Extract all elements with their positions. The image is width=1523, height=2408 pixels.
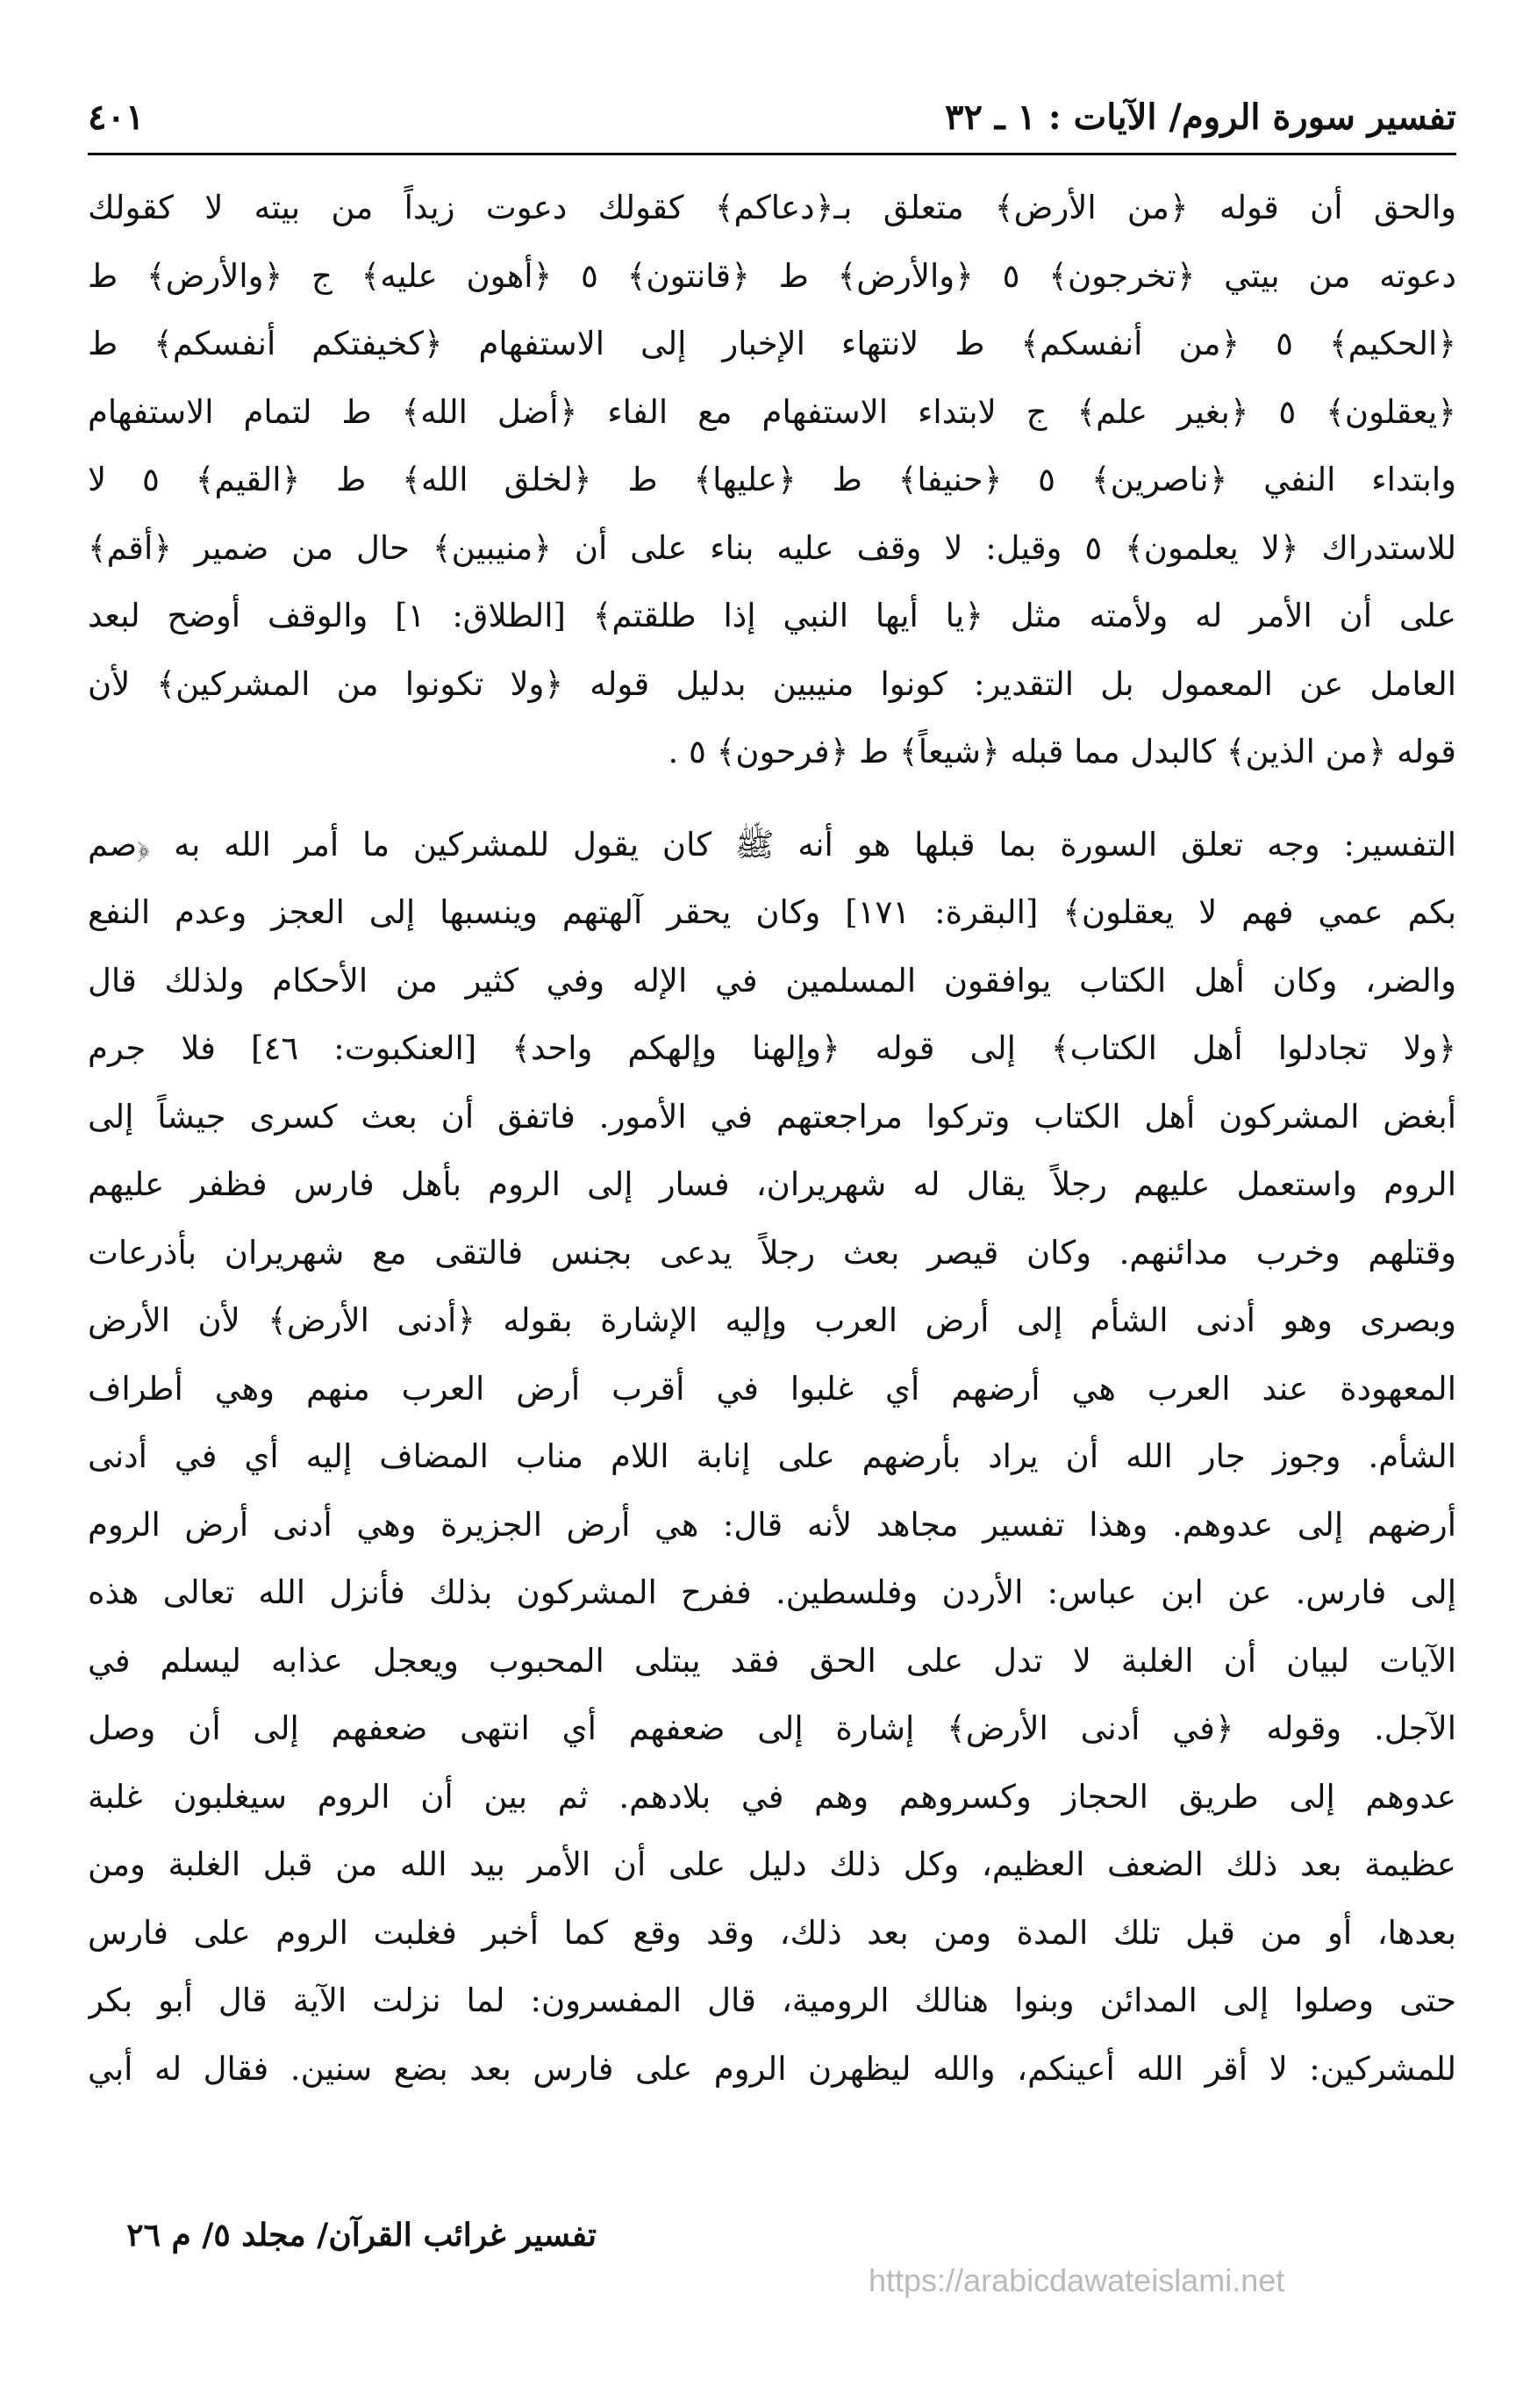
text-line: دعوته من بيتي ﴿تخرجون﴾ ٥ ﴿والأرض﴾ ط ﴿قانتون﴾ ٥ ﴿أهون عليه﴾ ج ﴿والأرض﴾ ط (88, 256, 1456, 295)
text-line: بعدها، أو من قبل تلك المدة ومن بعد ذلك، وقد وقع كما أخبر فغلبت الروم على فارس (88, 1913, 1456, 1952)
volume-signature: تفسير غرائب القرآن/ مجلد ٥/ م ٢٦ (126, 2217, 597, 2254)
text-line: حتى وصلوا إلى المدائن وبنوا هنالك الرومية، قال المفسرون: لما نزلت الآية قال أبو بكر (88, 1982, 1456, 2019)
text-line: الآيات لبيان أن الغلبة لا تدل على الحق فقد يبتلى المحبوب ويعجل عذابه ليسلم في (88, 1641, 1456, 1680)
text-line: وابتداء النفي ﴿ناصرين﴾ ٥ ﴿حنيفا﴾ ط ﴿عليها﴾ ط ﴿لخلق الله﴾ ط ﴿القيم﴾ ٥ لا (88, 461, 1456, 498)
running-header (88, 95, 1456, 149)
text-line: العامل عن المعمول بل التقدير: كونوا منيبين بدليل قوله ﴿ولا تكونوا من المشركين﴾ لأن (88, 664, 1456, 703)
paragraph-gap (88, 786, 1456, 811)
watermark: https://arabicdawateislami.net (869, 2262, 1285, 2298)
text-line: المعهودة عند العرب هي أرضهم أي غلبوا في أقرب أرض العرب منهم وهي أطراف (88, 1369, 1456, 1408)
running-title: تفسير سورة الروم/ الآيات : ١ ـ ٣٢ (944, 97, 1456, 138)
text-line: عظيمة بعد ذلك الضعف العظيم، وكل ذلك دليل على أن الأمر بيد الله من قبل الغلبة ومن (88, 1845, 1456, 1883)
text-line: ﴿ولا تجادلوا أهل الكتاب﴾ إلى قوله ﴿وإلهنا وإلهكم واحد﴾ [العنكبوت: ٤٦] فلا جرم (88, 1029, 1456, 1067)
text-line: للاستدراك ﴿لا يعلمون﴾ ٥ وقيل: لا وقف عليه بناء على أن ﴿منيبين﴾ حال من ضمير ﴿أقم﴾ (88, 528, 1456, 567)
text-line: للمشركين: لا أقر الله أعينكم، والله ليظهرن الروم على فارس بعد بضع سنين. فقال له أبي (88, 2049, 1456, 2088)
page-number: ٤٠١ (88, 97, 145, 138)
text-line: الروم واستعمل عليهم رجلاً يقال له شهريران، فسار إلى الروم بأهل فارس فظفر عليهم (88, 1165, 1456, 1203)
text-line: أبغض المشركون أهل الكتاب وتركوا مراجعتهم في الأمور. فاتفق أن بعث كسرى جيشاً إلى (88, 1097, 1456, 1136)
text-line: قوله ﴿من الذين﴾ كالبدل مما قبله ﴿شيعاً﴾ ط ﴿فرحون﴾ ٥ . (668, 733, 1456, 770)
text-line: على أن الأمر له ولأمته مثل ﴿يا أيها النبي إذا طلقتم﴾ [الطلاق: ١] والوقف أوضح لبعد (88, 597, 1456, 634)
text-line: الآجل. وقوله ﴿في أدنى الأرض﴾ إشارة إلى ضعفهم أي انتهى ضعفهم إلى أن وصل (88, 1709, 1456, 1747)
text-line: وبصرى وهو أدنى الشأم إلى أرض العرب وإليه الإشارة بقوله ﴿أدنى الأرض﴾ لأن الأرض (88, 1301, 1456, 1339)
text-line: والضر، وكان أهل الكتاب يوافقون المسلمين في الإله وفي كثير من الأحكام ولذلك قال (88, 961, 1456, 1000)
body-text (88, 174, 1456, 2103)
text-line: عدوهم إلى طريق الحجاز وكسروهم وهم في بلادهم. ثم بين أن الروم سيغلبون غلبة (88, 1777, 1456, 1816)
text-line: والحق أن قوله ﴿من الأرض﴾ متعلق بـ﴿دعاكم﴾ كقولك دعوت زيداً من بيته لا كقولك (88, 189, 1456, 226)
text-line: التفسير: وجه تعلق السورة بما قبلها هو أنه ﷺ كان يقول للمشركين ما أمر الله به ﴿صم (88, 825, 1456, 864)
header-rule (88, 153, 1456, 155)
text-line: ﴿يعقلون﴾ ٥ ﴿بغير علم﴾ ج لابتداء الاستفهام مع الفاء ﴿أضل الله﴾ ط لتمام الاستفهام (88, 392, 1456, 431)
text-line: ﴿الحكيم﴾ ٥ ﴿من أنفسكم﴾ ط لانتهاء الإخبار إلى الاستفهام ﴿كخيفتكم أنفسكم﴾ ط (88, 325, 1456, 362)
text-line: بكم عمي فهم لا يعقلون﴾ [البقرة: ١٧١] وكان يحقر آلهتهم وينسبها إلى العجز وعدم النفع (88, 893, 1456, 931)
text-line: وقتلهم وخرب مدائنهم. وكان قيصر بعث رجلاً يدعى بجنس فالتقى مع شهريران بأذرعات (88, 1233, 1456, 1272)
text-line: الشأم. وجوز جار الله أن يراد بأرضهم على إنابة اللام مناب المضاف إليه أي في أدنى (88, 1437, 1456, 1475)
text-line: إلى فارس. عن ابن عباس: الأردن وفلسطين. ففرح المشركون بذلك فأنزل الله تعالى هذه (88, 1573, 1456, 1611)
text-line: أرضهم إلى عدوهم. وهذا تفسير مجاهد لأنه قال: هي أرض الجزيرة وهي أدنى أرض الروم (88, 1505, 1456, 1544)
